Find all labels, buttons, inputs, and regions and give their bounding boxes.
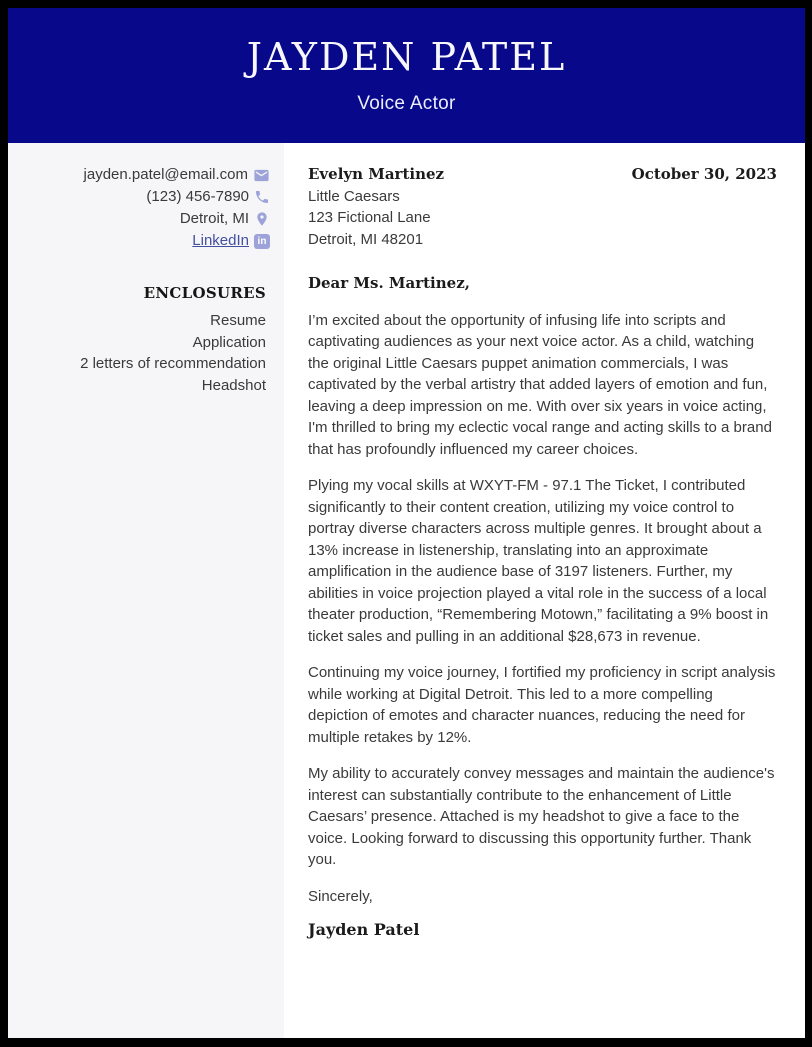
letter-body bbox=[284, 143, 805, 1038]
recipient-street: 123 Fictional Lane bbox=[308, 209, 431, 226]
closing: Sincerely, bbox=[308, 887, 373, 905]
location-text: Detroit, MI bbox=[179, 210, 249, 227]
paragraph-2: Plying my vocal skills at WXYT-FM - 97.1 The Ticket, I contributed significantly to their content creation, utilizing my voice control to portray diverse characters across multiple genres. It brought about a 13% increase in listenership, translating into an approximate amplification in the audience base of 3197 listeners. Further, my abilities in voice projection played a vital role in the success of a local theater production, “Remembering Motown,” facilitating a 9% boost in ticket sales and pulling in an additional $28,673 in revenue. bbox=[308, 477, 769, 645]
signature: Jayden Patel bbox=[308, 920, 420, 939]
location-pin-icon bbox=[254, 211, 270, 227]
candidate-name: JAYDEN PATEL bbox=[246, 35, 567, 79]
letter-date: October 30, 2023 bbox=[631, 165, 777, 183]
contact-line-phone bbox=[18, 188, 270, 206]
header-banner bbox=[8, 8, 805, 143]
linkedin-icon: in bbox=[254, 234, 270, 249]
enclosures-heading: ENCLOSURES bbox=[143, 284, 266, 302]
sidebar bbox=[8, 143, 284, 1038]
recipient-city: Detroit, MI 48201 bbox=[308, 230, 424, 248]
enclosure-item: Application bbox=[192, 333, 266, 351]
page-frame bbox=[8, 8, 805, 1038]
salutation: Dear Ms. Martinez, bbox=[308, 274, 470, 292]
paragraph-3: Continuing my voice journey, I fortified my proficiency in script analysis while working at Digital Detroit. This led to a more compelling depiction of emotes and character nuances, reducing the need for multiple retakes by 12%. bbox=[308, 664, 776, 746]
recipient-block bbox=[308, 164, 444, 250]
contact-line-location bbox=[18, 210, 270, 228]
enclosures-section bbox=[18, 284, 270, 396]
email-text: jayden.patel@email.com bbox=[83, 166, 248, 183]
mail-icon bbox=[253, 167, 270, 184]
paragraph-4: My ability to accurately convey messages and maintain the audience's interest can substantially contribute to the enhancement of Little Caesars’ presence. Attached is my headshot to give a face to the voice. Looking forward to discussing this opportunity further. Thank you. bbox=[308, 765, 775, 868]
linkedin-link[interactable]: LinkedIn bbox=[192, 232, 249, 249]
contact-line-linkedin bbox=[18, 232, 270, 250]
body-row bbox=[8, 143, 805, 1038]
contact-line-email bbox=[18, 166, 270, 184]
recipient-company: Little Caesars bbox=[308, 187, 400, 205]
enclosure-item: 2 letters of recommendation bbox=[80, 355, 266, 372]
enclosure-item: Headshot bbox=[201, 376, 266, 394]
enclosure-item: Resume bbox=[210, 312, 266, 329]
phone-icon bbox=[254, 189, 270, 205]
candidate-role: Voice Actor bbox=[357, 93, 456, 114]
recipient-name: Evelyn Martinez bbox=[308, 165, 445, 183]
paragraph-1: I’m excited about the opportunity of infusing life into scripts and captivating audiences as your next voice actor. As a child, watching the original Little Caesars puppet animation commercials, I was captivated by the verbal artistry that added layers of emotion and fun, leaving a deep impression on me. With over six years in voice acting, I'm thrilled to bring my eclectic vocal range and acting skills to a brand that has profoundly influenced my career choices. bbox=[308, 311, 772, 458]
phone-text: (123) 456-7890 bbox=[146, 188, 249, 205]
recipient-date-row bbox=[308, 164, 777, 250]
